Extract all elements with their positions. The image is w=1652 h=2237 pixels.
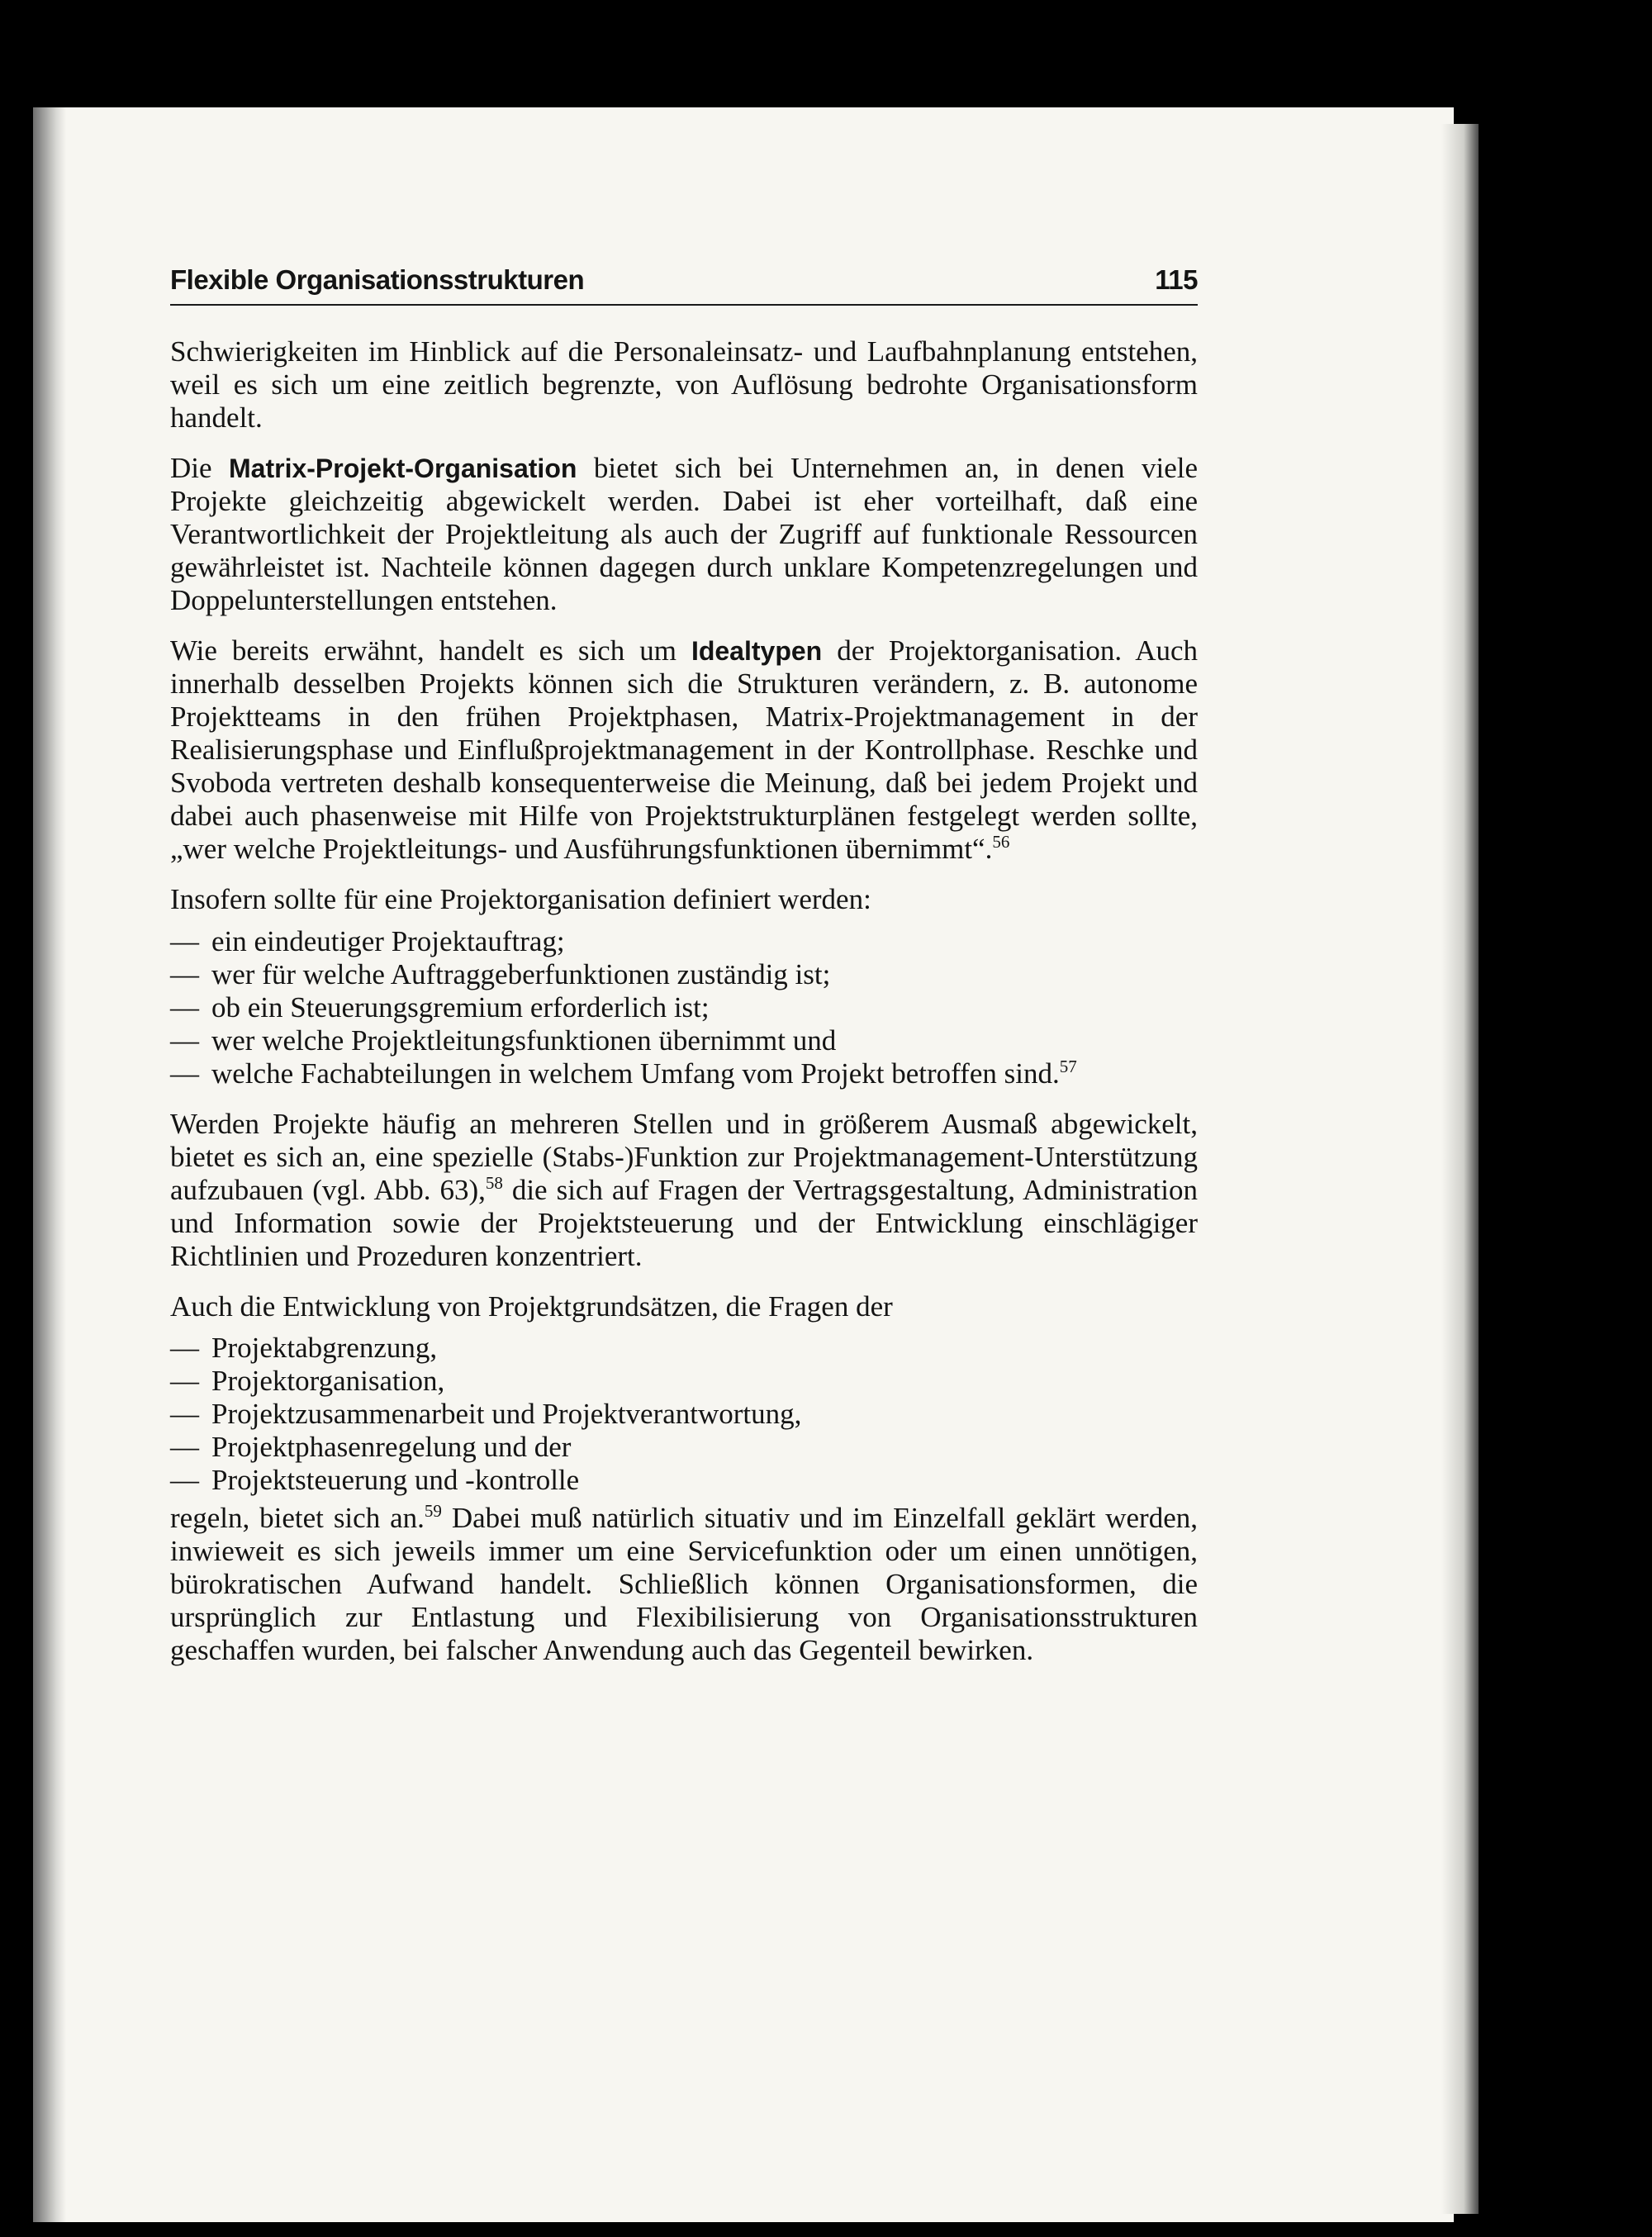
paragraph-3: Wie bereits erwähnt, handelt es sich um Idealtypen der Projektorganisation. Auch innerhalb desselben Projekts können sich die Strukturen verändern, z. B. autonome Projektteams in den frühen Projektphasen, Matrix-Projektmanagement in der Realisierungsphase und Einflußprojektmanagement in der Kontrollphase. Reschke und Svoboda vertreten deshalb konsequenterweise die Meinung, daß bei jedem Projekt und dabei auch phasenweise mit Hilfe von Projektstrukturplänen festgelegt werden sollte, „wer welche Projektleitungs- und Ausführungsfunktionen übernimmt“.$^{56}$ (170, 634, 1199, 865)
paragraph-4: Insofern sollte für eine Projektorganisation definiert werden: (170, 883, 871, 915)
running-head (170, 264, 1198, 306)
term-matrix-projekt-organisation: Matrix-Projekt-Organisation (229, 454, 577, 483)
chapter-title: Flexible Organisationsstrukturen (170, 264, 585, 295)
page-text (170, 264, 1198, 1684)
paragraph-2: Die Matrix-Projekt-Organisation bietet sich bei Unternehmen an, in denen viele Projekte gleichzeitig abgewickelt werden. Dabei ist eher vorteilhaft, daß eine Verantwortlichkeit der Projektleitung als auch der Zugriff auf funktionale Ressourcen gewährleistet ist. Nachteile können dagegen durch unklare Kompetenzregelungen und Doppelunterstellungen entstehen. (170, 452, 1198, 616)
page-edge-shadow (1441, 124, 1479, 2214)
list-item: — Projektsteuerung und -kontrolle (170, 1464, 580, 1496)
list-item: — Projektphasenregelung und der (170, 1431, 572, 1463)
list-item: — wer für welche Auftraggeberfunktionen zuständig ist; (170, 958, 831, 990)
list-item: — Projektzusammenarbeit und Projektverantwortung, (170, 1398, 802, 1430)
footnote-ref-56: 56 (992, 832, 1010, 852)
footnote-ref-59: 59 (424, 1501, 442, 1521)
page-number: 115 (1155, 264, 1198, 295)
list-item: — welche Fachabteilungen in welchem Umfang vom Projekt betroffen sind.$^{57}$ (170, 1057, 1077, 1090)
footnote-ref-58: 58 (485, 1173, 503, 1193)
principles-list (170, 1332, 1198, 1497)
page-gutter-shadow (33, 107, 66, 2222)
list-item: — ob ein Steuerungsgremium erforderlich ist; (170, 991, 710, 1024)
term-idealtypen: Idealtypen (691, 636, 823, 666)
list-item: — ein eindeutiger Projektauftrag; (170, 925, 565, 957)
paragraph-5: Werden Projekte häufig an mehreren Stellen und in größerem Ausmaß abgewickelt, bietet es sich an, eine spezielle (Stabs-)Funktion zur Projektmanagement-Unterstützung aufzubauen (vgl. Abb. 63),$^{58}$ die sich auf Fragen der Vertragsgestaltung, Administration und Information sowie der Projektsteuerung und der Entwicklung einschlägiger Richtlinien und Prozeduren konzentriert. (170, 1108, 1198, 1272)
list-item: — wer welche Projektleitungsfunktionen übernimmt und (170, 1024, 837, 1057)
paragraph-1: Schwierigkeiten im Hinblick auf die Personaleinsatz- und Laufbahnplanung entstehen, weil es sich um eine zeitlich begrenzte, von Auflösung bedrohte Organisationsform handelt. (170, 335, 1198, 434)
paragraph-7: regeln, bietet sich an.$^{59}$ Dabei muß natürlich situativ und im Einzelfall geklärt werden, inwieweit es sich jeweils immer um eine Servicefunktion oder um einen unnötigen, bürokratischen Aufwand handelt. Schließlich können Organisationsformen, die ursprünglich zur Entlastung und Flexibilisierung von Organisationsstrukturen geschaffen wurden, bei falscher Anwendung auch das Gegenteil bewirken. (170, 1501, 1198, 1666)
footnote-ref-57: 57 (1059, 1057, 1077, 1076)
paragraph-6: Auch die Entwicklung von Projektgrundsätzen, die Fragen der (170, 1290, 893, 1323)
list-item: — Projektorganisation, (170, 1365, 445, 1397)
list-item: — Projektabgrenzung, (170, 1332, 438, 1364)
definition-list (170, 925, 1198, 1090)
